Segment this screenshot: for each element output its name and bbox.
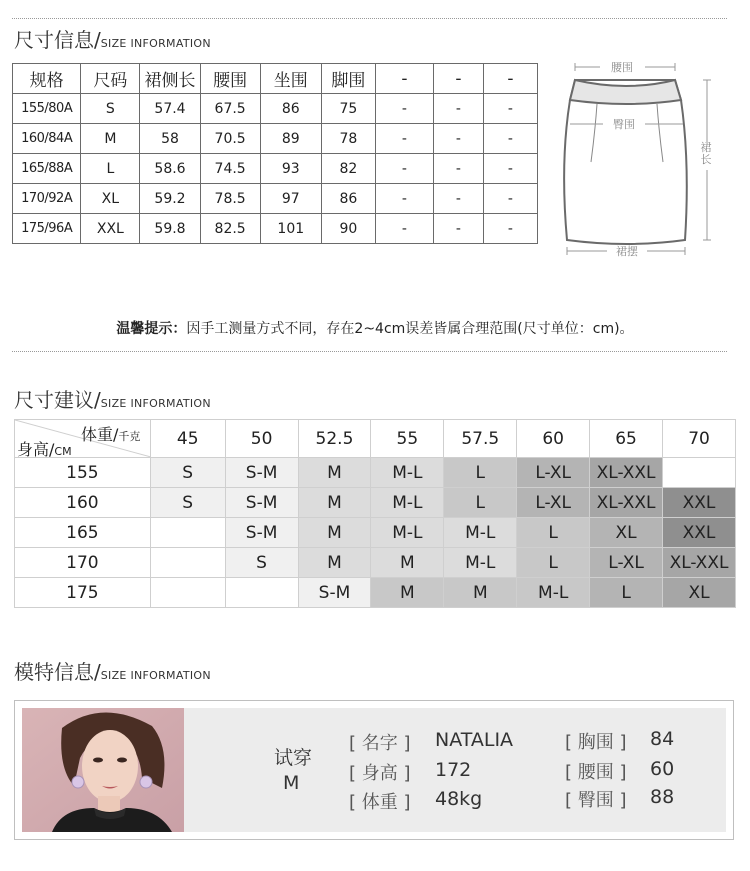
- weight-45: 45: [150, 420, 225, 458]
- waist-measure-label: [ 腰围 ]: [565, 762, 627, 783]
- height-cell: 170: [15, 548, 151, 578]
- suggest-size-cell: L: [517, 518, 590, 548]
- size-info-title: [14, 24, 211, 53]
- suggest-size-cell: S-M: [298, 578, 371, 608]
- size-cell: 70.5: [200, 124, 260, 154]
- height-label: [ 身高 ]: [349, 763, 411, 784]
- size-header-cell: 脚围: [321, 64, 375, 94]
- model-photo: [22, 708, 184, 832]
- size-info-title-en: SIZE INFORMATION: [100, 37, 211, 50]
- size-cell: -: [375, 154, 433, 184]
- size-cell: -: [483, 94, 537, 124]
- model-name: NATALIA: [435, 729, 514, 751]
- size-cell: -: [375, 94, 433, 124]
- size-cell: 58.6: [140, 154, 200, 184]
- suggest-row: [15, 518, 736, 548]
- size-cell: -: [375, 124, 433, 154]
- size-cell: 89: [260, 124, 321, 154]
- suggest-size-cell: M-L: [444, 518, 517, 548]
- size-cell: 75: [321, 94, 375, 124]
- suggest-header-row: [15, 420, 736, 458]
- weight-70: 70: [663, 420, 736, 458]
- size-suggest-title: [14, 384, 211, 413]
- try-on-label: 试穿: [274, 747, 313, 769]
- suggest-size-cell: L: [444, 488, 517, 518]
- weight-65: 65: [590, 420, 663, 458]
- suggest-size-cell: M-L: [371, 458, 444, 488]
- size-cell: L: [81, 154, 140, 184]
- size-suggest-title-en: SIZE INFORMATION: [100, 397, 211, 410]
- size-cell: 86: [321, 184, 375, 214]
- size-cell: -: [483, 184, 537, 214]
- suggest-size-cell: L: [444, 458, 517, 488]
- suggest-row: [15, 458, 736, 488]
- size-cell: 58: [140, 124, 200, 154]
- size-header-cell: -: [483, 64, 537, 94]
- size-cell: -: [433, 184, 483, 214]
- suggest-size-cell: M-L: [371, 518, 444, 548]
- height-cell: 175: [15, 578, 151, 608]
- size-cell: 59.2: [140, 184, 200, 214]
- suggest-size-cell: XL: [663, 578, 736, 608]
- suggest-size-cell: M-L: [444, 548, 517, 578]
- size-cell: -: [375, 184, 433, 214]
- model-info-title-en: SIZE INFORMATION: [100, 669, 211, 682]
- suggest-size-cell: XXL: [663, 488, 736, 518]
- model-info-title-zh: 模特信息/: [14, 660, 101, 684]
- suggest-size-cell: [225, 578, 298, 608]
- size-cell: 86: [260, 94, 321, 124]
- suggest-size-cell: M: [371, 548, 444, 578]
- waist-label: 腰围: [611, 61, 633, 74]
- hip-measure-label: [ 臀围 ]: [565, 790, 627, 811]
- weight-60: 60: [517, 420, 590, 458]
- hip-label: 臀围: [613, 118, 635, 131]
- suggest-size-cell: [150, 518, 225, 548]
- model-bust: 84: [650, 728, 675, 750]
- suggest-size-cell: S: [150, 488, 225, 518]
- bust-label: [ 胸围 ]: [565, 732, 627, 753]
- suggest-size-cell: L-XL: [517, 488, 590, 518]
- size-cell: -: [375, 214, 433, 244]
- size-cell: -: [483, 214, 537, 244]
- corner-weight-label: 体重/: [81, 425, 119, 444]
- suggest-size-cell: S-M: [225, 488, 298, 518]
- size-cell: 93: [260, 154, 321, 184]
- suggest-size-cell: XL-XXL: [590, 488, 663, 518]
- height-cell: 160: [15, 488, 151, 518]
- weight-50: 50: [225, 420, 298, 458]
- size-cell: 170/92A: [13, 184, 81, 214]
- suggest-size-cell: M: [444, 578, 517, 608]
- suggest-size-cell: S-M: [225, 518, 298, 548]
- try-on-size: M: [283, 772, 300, 794]
- size-header-cell: -: [433, 64, 483, 94]
- suggest-row: [15, 548, 736, 578]
- size-cell: 74.5: [200, 154, 260, 184]
- model-weight: 48kg: [435, 788, 483, 810]
- suggest-size-cell: S: [150, 458, 225, 488]
- suggest-size-cell: XXL: [663, 518, 736, 548]
- size-table-row: [13, 184, 538, 214]
- suggest-corner-cell: [15, 420, 151, 458]
- size-cell: XL: [81, 184, 140, 214]
- weight-57-5: 57.5: [444, 420, 517, 458]
- size-suggest-title-zh: 尺寸建议/: [14, 388, 101, 412]
- size-suggest-table: [14, 419, 736, 608]
- size-cell: 175/96A: [13, 214, 81, 244]
- suggest-size-cell: S-M: [225, 458, 298, 488]
- tip-label: 温馨提示：: [116, 321, 187, 337]
- size-header-cell: 规格: [13, 64, 81, 94]
- length-label: 裙 长: [700, 141, 712, 166]
- suggest-size-cell: M: [371, 578, 444, 608]
- suggest-size-cell: [150, 548, 225, 578]
- model-info-title: [14, 656, 211, 685]
- size-cell: 78.5: [200, 184, 260, 214]
- size-header-cell: -: [375, 64, 433, 94]
- size-cell: 97: [260, 184, 321, 214]
- tip-text: 因手工测量方式不同，存在2~4cm误差皆属合理范围(尺寸单位：cm)。: [186, 321, 634, 337]
- size-cell: -: [433, 124, 483, 154]
- model-info-panel: [22, 708, 726, 832]
- height-cell: 165: [15, 518, 151, 548]
- weight-label: [ 体重 ]: [349, 792, 411, 813]
- model-waist: 60: [650, 758, 675, 780]
- size-cell: M: [81, 124, 140, 154]
- size-header-cell: 坐围: [260, 64, 321, 94]
- top-divider: [12, 18, 727, 19]
- size-cell: 78: [321, 124, 375, 154]
- weight-52-5: 52.5: [298, 420, 371, 458]
- size-cell: 82.5: [200, 214, 260, 244]
- suggest-size-cell: XL-XXL: [590, 458, 663, 488]
- size-cell: 165/88A: [13, 154, 81, 184]
- size-cell: 57.4: [140, 94, 200, 124]
- size-table-row: [13, 154, 538, 184]
- size-table-row: [13, 94, 538, 124]
- suggest-size-cell: M-L: [517, 578, 590, 608]
- height-cell: 155: [15, 458, 151, 488]
- suggest-size-cell: M: [298, 548, 371, 578]
- size-table-row: [13, 214, 538, 244]
- suggest-size-cell: XL: [590, 518, 663, 548]
- suggest-size-cell: M: [298, 518, 371, 548]
- size-cell: -: [483, 154, 537, 184]
- name-label: [ 名字 ]: [349, 733, 411, 754]
- suggest-size-cell: L: [590, 578, 663, 608]
- size-cell: -: [483, 124, 537, 154]
- size-cell: 67.5: [200, 94, 260, 124]
- size-cell: -: [433, 94, 483, 124]
- size-cell: 82: [321, 154, 375, 184]
- size-cell: 90: [321, 214, 375, 244]
- model-height: 172: [435, 759, 472, 781]
- size-cell: 160/84A: [13, 124, 81, 154]
- size-header-cell: 裙侧长: [140, 64, 200, 94]
- suggest-row: [15, 488, 736, 518]
- measurement-tip: [0, 318, 750, 338]
- suggest-size-cell: L-XL: [590, 548, 663, 578]
- size-info-title-zh: 尺寸信息/: [14, 28, 101, 52]
- size-table-row: [13, 124, 538, 154]
- corner-height-unit: CM: [54, 445, 72, 458]
- tip-divider: [12, 351, 727, 352]
- size-cell: 101: [260, 214, 321, 244]
- size-header-cell: 腰围: [200, 64, 260, 94]
- suggest-size-cell: L-XL: [517, 458, 590, 488]
- size-table: [12, 63, 538, 244]
- corner-height-label: 身高/: [17, 440, 55, 459]
- size-cell: XXL: [81, 214, 140, 244]
- suggest-size-cell: M-L: [371, 488, 444, 518]
- suggest-size-cell: M: [298, 488, 371, 518]
- suggest-size-cell: S: [225, 548, 298, 578]
- suggest-row: [15, 578, 736, 608]
- suggest-size-cell: L: [517, 548, 590, 578]
- hem-label: 裙摆: [616, 245, 638, 258]
- corner-weight-unit: 千克: [118, 430, 141, 443]
- size-header-cell: 尺码: [81, 64, 140, 94]
- model-info-box: [14, 700, 734, 840]
- suggest-size-cell: XL-XXL: [663, 548, 736, 578]
- size-cell: 155/80A: [13, 94, 81, 124]
- weight-55: 55: [371, 420, 444, 458]
- size-table-header-row: [13, 64, 538, 94]
- size-cell: S: [81, 94, 140, 124]
- suggest-size-cell: M: [298, 458, 371, 488]
- size-cell: -: [433, 154, 483, 184]
- size-cell: -: [433, 214, 483, 244]
- suggest-size-cell: [663, 458, 736, 488]
- size-cell: 59.8: [140, 214, 200, 244]
- suggest-size-cell: [150, 578, 225, 608]
- model-hip: 88: [650, 786, 675, 808]
